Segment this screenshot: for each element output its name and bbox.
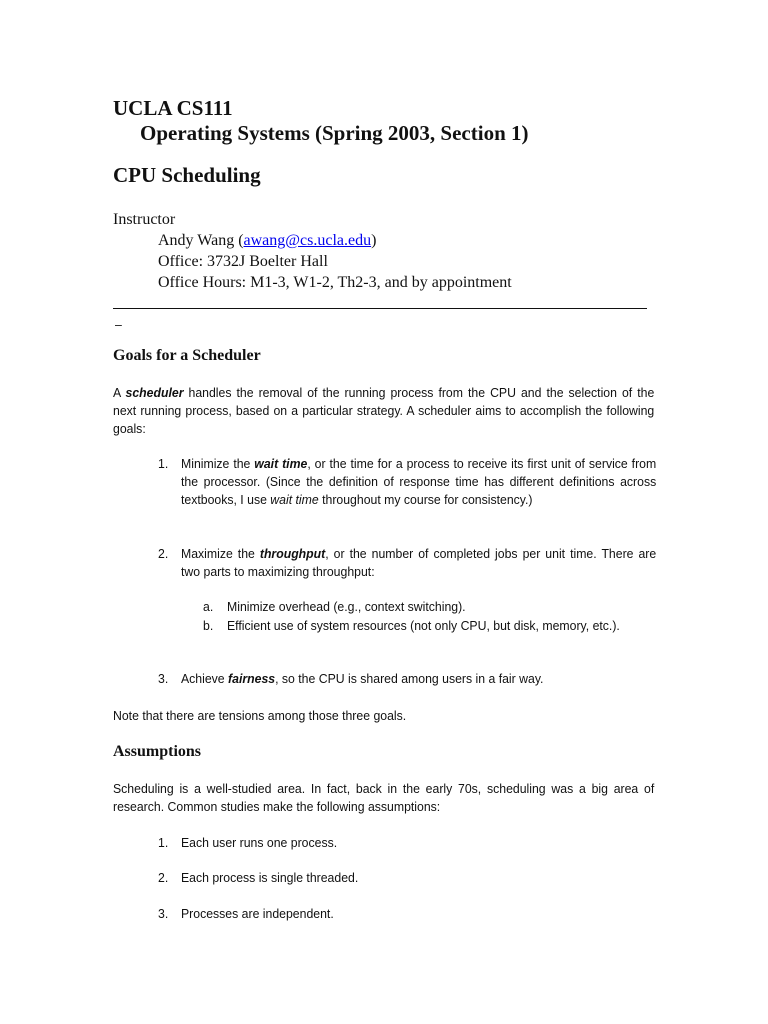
goal-2-number: 2.	[158, 546, 169, 561]
goal-3-text	[181, 670, 543, 688]
assumption-1-number: 1.	[158, 835, 169, 850]
assumption-1-text: Each user runs one process.	[181, 835, 338, 850]
assumptions-intro: Scheduling is a well-studied area. In fact, back in the early 70s, scheduling was a big area of research. Common studies make the following assumptions:	[113, 781, 655, 814]
goal-2-post: , or the number of completed jobs per unit time. There are two parts to maximizing throughput:	[181, 546, 657, 579]
office-hours: Office Hours: M1-3, W1-2, Th2-3, and by appointment	[158, 274, 512, 291]
goal-3-pre: Achieve	[181, 671, 229, 686]
office-location: Office: 3732J Boelter Hall	[158, 253, 328, 270]
assumption-3-text: Processes are independent.	[181, 906, 334, 921]
goal-2a-letter: a.	[203, 599, 214, 614]
goal-3-post: , so the CPU is shared among users in a fair way.	[275, 671, 544, 686]
term-wait-time-2: wait time	[270, 492, 319, 507]
goal-2b-letter: b.	[203, 618, 214, 633]
assumption-2-text: Each process is single threaded.	[181, 870, 359, 885]
course-title: UCLA CS111	[113, 96, 233, 120]
goals-intro-paragraph	[113, 384, 654, 438]
goals-intro-pre: A	[113, 385, 126, 400]
course-subtitle: Operating Systems (Spring 2003, Section 1)	[140, 121, 529, 145]
instructor-name: Andy Wang	[158, 232, 235, 249]
goal-2a-text: Minimize overhead (e.g., context switching).	[227, 599, 466, 614]
separator-dash: –	[115, 317, 122, 332]
page-title: CPU Scheduling	[113, 163, 261, 187]
goals-note: Note that there are tensions among those three goals.	[113, 708, 407, 723]
term-scheduler: scheduler	[125, 385, 184, 400]
goal-2-text	[181, 545, 656, 581]
goal-1-text	[181, 455, 656, 509]
goal-1-post: throughout my course for consistency.)	[318, 492, 533, 507]
goals-heading: Goals for a Scheduler	[113, 347, 261, 364]
assumption-3-number: 3.	[158, 906, 169, 921]
goals-intro-post: handles the removal of the running process from the CPU and the selection of the next running process, based on a particular strategy. A scheduler aims to accomplish the following goals:	[113, 385, 655, 436]
assumption-2-number: 2.	[158, 870, 169, 885]
goal-1-mid: , or the time for a process to receive its first unit of service from the processor. (Since the definition of response time has different definitions across textbooks, I use	[181, 456, 657, 507]
goal-1-number: 1.	[158, 456, 169, 471]
instructor-label: Instructor	[113, 211, 176, 228]
goal-3-number: 3.	[158, 671, 169, 686]
term-wait-time: wait time	[254, 456, 308, 471]
instructor-email-link[interactable]: awang@cs.ucla.edu	[243, 232, 372, 249]
goal-1-pre: Minimize the	[181, 456, 255, 471]
term-fairness: fairness	[228, 671, 276, 686]
separator-rule	[113, 308, 647, 309]
goal-2-pre: Maximize the	[181, 546, 260, 561]
term-throughput: throughput	[259, 546, 326, 561]
instructor-name-line: Andy Wang (awang@cs.ucla.edu)	[158, 232, 377, 249]
assumptions-heading: Assumptions	[113, 743, 202, 760]
goal-2b-text: Efficient use of system resources (not only CPU, but disk, memory, etc.).	[227, 618, 620, 633]
